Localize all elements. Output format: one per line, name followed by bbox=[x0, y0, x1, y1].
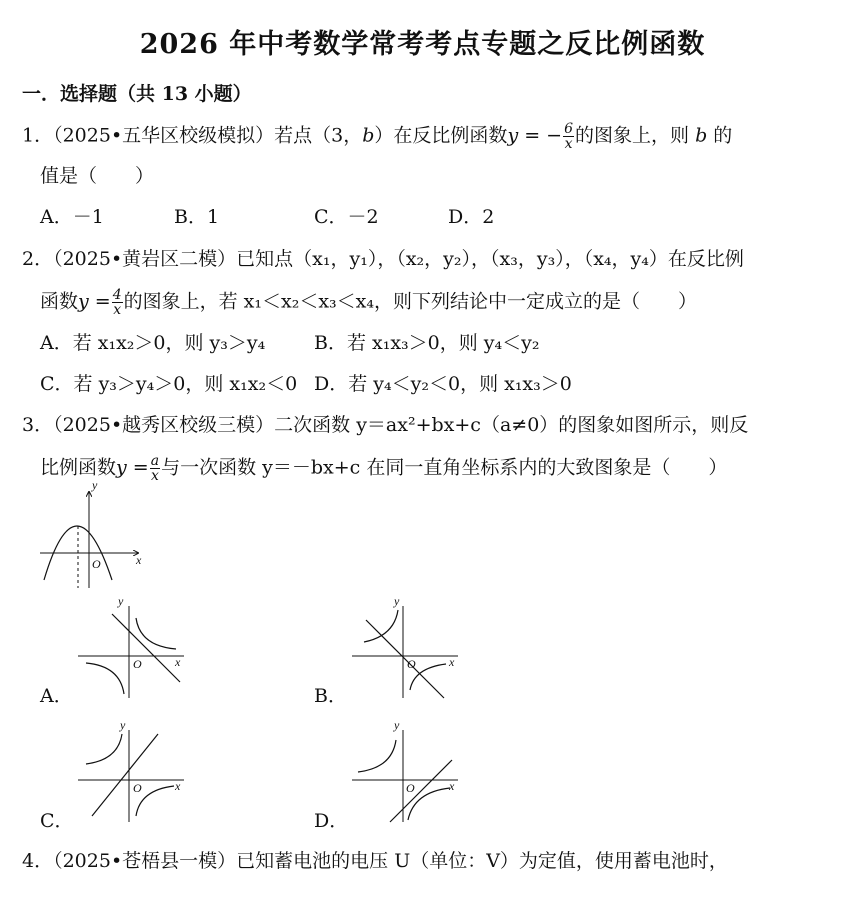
x-label: x bbox=[449, 655, 455, 669]
q3-option-d-label: D． bbox=[314, 810, 349, 832]
y-label: y bbox=[394, 596, 400, 608]
origin-label: O bbox=[133, 781, 142, 795]
line-graph bbox=[92, 734, 158, 816]
q1-frac-den: x bbox=[564, 136, 573, 152]
parabola-figure bbox=[30, 482, 160, 594]
y-label: y bbox=[394, 720, 400, 732]
option-c-graph bbox=[72, 720, 192, 824]
q2-fraction bbox=[112, 288, 123, 317]
q1-option-c: C．－2 bbox=[314, 206, 379, 228]
q3-option-a-label: A． bbox=[40, 685, 73, 707]
option-a-graph bbox=[72, 596, 192, 700]
y-label: y bbox=[118, 596, 124, 608]
q1-y-eq: y = − bbox=[507, 124, 563, 147]
q2-frac-num: 4 bbox=[112, 287, 122, 303]
option-b-graph bbox=[346, 596, 466, 700]
line-graph bbox=[366, 620, 444, 698]
q1-var-b: b bbox=[362, 124, 375, 147]
q1-text-c: 的图象上，则 bbox=[575, 124, 690, 147]
q1-text-b: ）在反比例函数 bbox=[374, 124, 508, 147]
q3-frac-num: a bbox=[150, 453, 160, 469]
y-label: y bbox=[120, 720, 126, 732]
q2-line1: 2．（2025•黄岩区二模）已知点（x₁，y₁），（x₂，y₂），（x₃，y₃），（x₄，y₄）在反比例 bbox=[22, 248, 744, 270]
q2-option-a: A．若 x₁x₂＞0，则 y₃＞y₄ bbox=[40, 332, 266, 354]
q3-y-eq: y = bbox=[116, 456, 149, 479]
q2-option-c: C．若 y₃＞y₄＞0，则 x₁x₂＜0 bbox=[40, 373, 298, 395]
q1-text-d: 的 bbox=[713, 124, 733, 147]
y-label: y bbox=[92, 482, 98, 492]
hyperbola-branch-2 bbox=[136, 786, 174, 816]
q2-option-d: D．若 y₄＜y₂＜0，则 x₁x₃＞0 bbox=[314, 373, 572, 395]
hyperbola-branch-2 bbox=[86, 663, 124, 694]
q3-frac-den: x bbox=[150, 468, 159, 484]
q1-fraction bbox=[563, 122, 574, 151]
x-label: x bbox=[449, 779, 455, 793]
x-label: x bbox=[175, 655, 181, 669]
q1-line1 bbox=[22, 122, 732, 151]
q1-frac-num: 6 bbox=[564, 121, 574, 137]
q1-line2: 值是（ ） bbox=[40, 165, 155, 187]
q1-option-a: A．－1 bbox=[40, 206, 104, 228]
page-title: 2026 年中考数学常考考点专题之反比例函数 bbox=[139, 29, 706, 60]
q1-text-a: 1．（2025•五华区校级模拟）若点（3， bbox=[22, 124, 363, 147]
q2-frac-den: x bbox=[113, 302, 122, 318]
q1-option-b: B．1 bbox=[174, 206, 220, 228]
q3-option-c-label: C． bbox=[40, 810, 74, 832]
q3-line1: 3．（2025•越秀区校级三模）二次函数 y＝ax²+bx+c（a≠0）的图象如图所示，则反 bbox=[22, 414, 749, 436]
origin-label: O bbox=[92, 557, 101, 571]
q3-text-a: 比例函数 bbox=[40, 456, 117, 479]
hyperbola-branch-1 bbox=[364, 610, 398, 642]
q2-option-b: B．若 x₁x₃＞0，则 y₄＜y₂ bbox=[314, 332, 540, 354]
q3-line2 bbox=[40, 454, 727, 483]
q2-text-a: 函数 bbox=[40, 290, 79, 313]
q3-text-b: 与一次函数 y＝－bx+c 在同一直角坐标系内的大致图象是（ ） bbox=[161, 456, 728, 479]
q1-option-d: D．2 bbox=[448, 206, 495, 228]
hyperbola-branch-1 bbox=[358, 740, 396, 772]
q2-y-eq: y = bbox=[78, 290, 111, 313]
origin-label: O bbox=[407, 657, 416, 671]
section-heading: 一．选择题（共 13 小题） bbox=[22, 83, 252, 105]
hyperbola-branch-1 bbox=[86, 734, 122, 764]
q2-line2 bbox=[40, 288, 697, 317]
x-label: x bbox=[175, 779, 181, 793]
q3-option-b-label: B． bbox=[314, 685, 347, 707]
q3-fraction bbox=[150, 454, 160, 483]
x-label: x bbox=[136, 553, 142, 567]
q1-var-b2: b bbox=[695, 124, 708, 147]
option-d-graph bbox=[346, 720, 466, 824]
origin-label: O bbox=[406, 781, 415, 795]
q2-text-b: 的图象上，若 x₁＜x₂＜x₃＜x₄，则下列结论中一定成立的是（ ） bbox=[123, 290, 698, 313]
q4-line1: 4．（2025•苍梧县一模）已知蓄电池的电压 U（单位：V）为定值，使用蓄电池时， bbox=[22, 850, 728, 872]
line-graph bbox=[390, 760, 452, 822]
origin-label: O bbox=[133, 657, 142, 671]
